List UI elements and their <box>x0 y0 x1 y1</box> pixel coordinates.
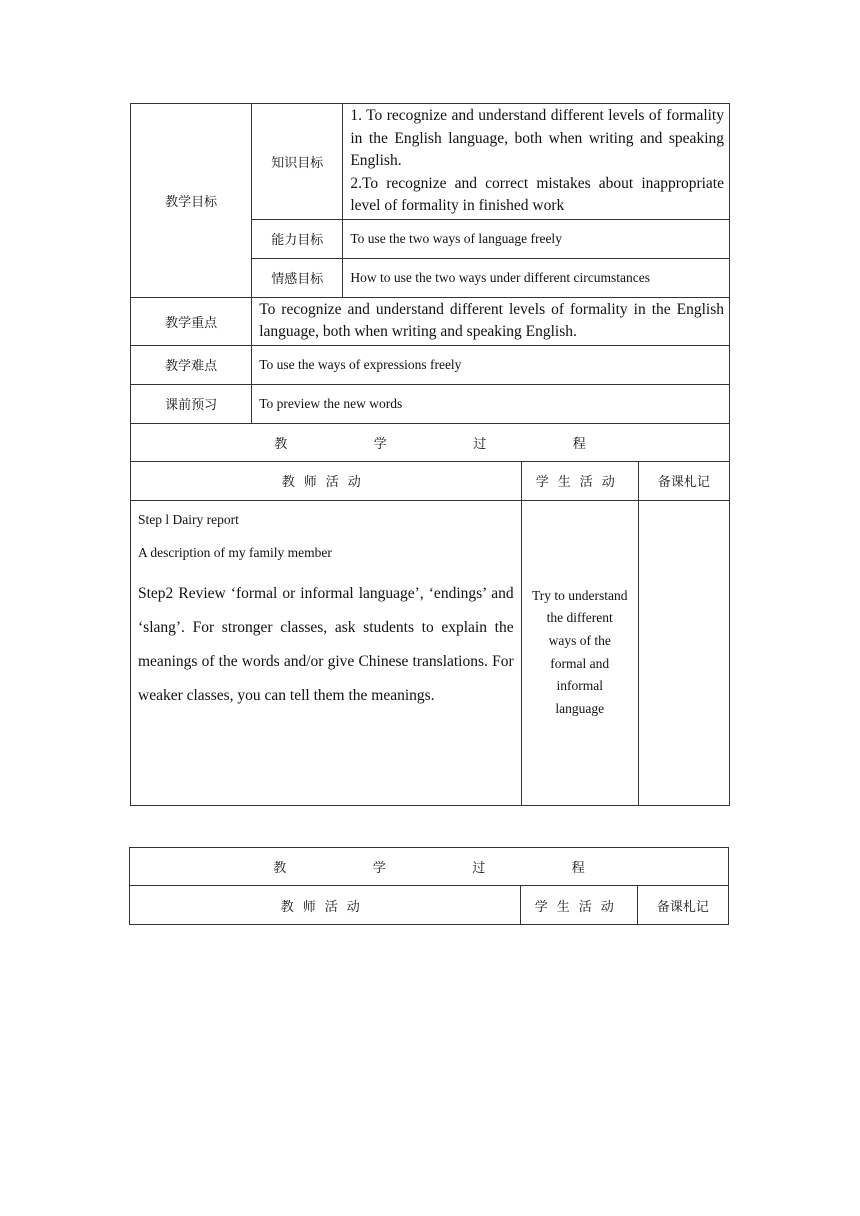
ability-objective-text: To use the two ways of language freely <box>343 219 730 258</box>
student-activity-header-2: 学生活动 <box>520 886 637 925</box>
emotion-objective-label: 情感目标 <box>252 258 343 297</box>
process-char-3: 过 <box>472 861 486 876</box>
process-char-1: 教 <box>274 436 288 452</box>
teaching-process-header-2 <box>130 848 729 886</box>
step2-text: Step2 Review ‘formal or informal language’, ‘endings’ and ‘slang’. For stronger classes, ask students to explain the meanings of the words and/or give Chinese translations. For weaker classes, you can tell them the meanings. <box>138 584 514 704</box>
process-char-2: 学 <box>373 436 387 452</box>
process-char-4: 程 <box>571 861 585 876</box>
step1-title: Step l Dairy report <box>138 511 239 527</box>
ability-objective-label: 能力目标 <box>252 219 343 258</box>
process-char-4: 程 <box>572 436 586 452</box>
knowledge-objective-line1: 1. To recognize and understand different levels of formality in the English language, both when writing and speaking English. <box>350 107 724 169</box>
key-points-label: 教学重点 <box>131 297 252 345</box>
teacher-activity-header: 教师活动 <box>131 461 522 500</box>
notes-header: 备课札记 <box>638 461 729 500</box>
step1-detail: A description of my family member <box>138 544 332 560</box>
process-char-3: 过 <box>473 436 487 452</box>
notes-header-2: 备课札记 <box>637 886 728 925</box>
objectives-label: 教学目标 <box>131 104 252 298</box>
student-activity-header: 学生活动 <box>521 461 638 500</box>
knowledge-objective-label: 知识目标 <box>252 104 343 220</box>
difficulties-text: To use the ways of expressions freely <box>252 345 730 384</box>
knowledge-objective-line2: 2.To recognize and correct mistakes about inappropriate level of formality in finished work <box>350 174 724 214</box>
lesson-plan-table <box>130 103 730 806</box>
preview-text: To preview the new words <box>252 384 730 423</box>
teaching-process-header <box>131 423 730 461</box>
notes-cell <box>638 500 729 805</box>
difficulties-label: 教学难点 <box>131 345 252 384</box>
lesson-plan-table-2 <box>129 847 729 925</box>
emotion-objective-text: How to use the two ways under different circumstances <box>343 258 730 297</box>
process-char-2: 学 <box>372 861 386 876</box>
student-activity-cell: Try to understand the different ways of the formal and informal language <box>521 500 638 805</box>
key-points-text: To recognize and understand different levels of formality in the English language, both when writing and speaking English. <box>252 297 730 345</box>
teacher-activity-cell <box>131 500 522 805</box>
process-char-1: 教 <box>273 861 287 876</box>
preview-label: 课前预习 <box>131 384 252 423</box>
knowledge-objective-text <box>343 104 730 220</box>
teacher-activity-header-2: 教师活动 <box>130 886 521 925</box>
